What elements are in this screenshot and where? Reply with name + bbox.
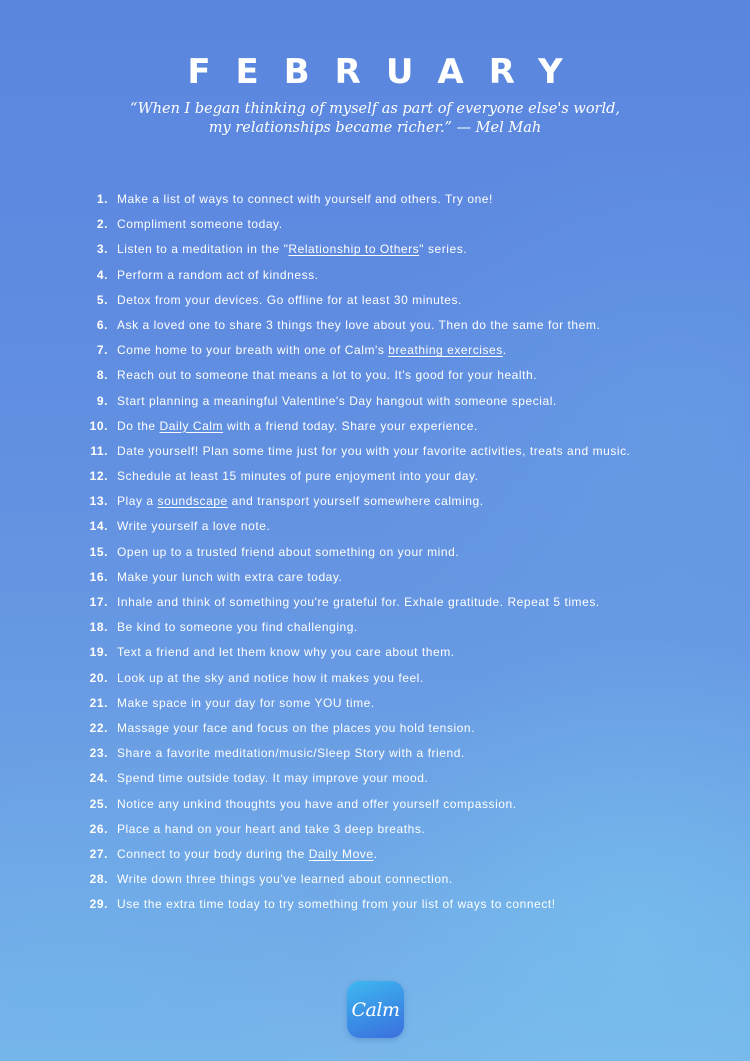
list-item [0,238,750,263]
list-item [0,415,750,440]
day-text: Start planning a meaningful Valentine's Day hangout with someone special. [117,393,557,408]
day-text: Place a hand on your heart and take 3 deep breaths. [117,821,426,836]
day-number: 11. [90,443,108,458]
day-text: Schedule at least 15 minutes of pure enjoyment into your day. [117,469,479,484]
list-item [0,893,750,918]
day-number: 2. [96,217,108,232]
day-text: Share a favorite meditation/music/Sleep Story with a friend. [117,746,465,761]
day-number: 3. [96,242,108,257]
list-item [0,692,750,717]
day-text: Compliment someone today. [117,217,283,232]
day-number: 8. [96,368,108,383]
day-link[interactable]: Daily Calm [159,418,224,433]
quote [0,100,750,138]
day-text: Write down three things you've learned about connection. [117,872,453,887]
day-text: Notice any unkind thoughts you have and offer yourself compassion. [117,796,517,811]
day-text-after: with a friend today. Share your experience. [223,418,478,433]
day-link[interactable]: breathing exercises [388,343,503,358]
list-item [0,818,750,843]
list-item [0,717,750,742]
day-number: 7. [96,343,108,358]
page-title: FEBRUARY [187,52,588,92]
day-text: Write yourself a love note. [117,519,271,534]
day-text: Reach out to someone that means a lot to you. It's good for your health. [117,368,538,383]
list-item [0,641,750,666]
day-text: Massage your face and focus on the places you hold tension. [117,720,475,735]
day-number: 4. [96,267,108,282]
day-number: 12. [89,469,108,484]
day-text [117,490,484,512]
day-text: Open up to a trusted friend about something on your mind. [117,544,460,559]
day-link[interactable]: Relationship to Others [288,242,420,257]
day-number: 27. [89,846,108,861]
list-item [0,339,750,364]
list-item [0,515,750,540]
list-item [0,667,750,692]
day-text-before: Listen to a meditation in the " [117,242,289,257]
list-item [0,566,750,591]
quote-line-1: “When I began thinking of myself as part of everyone else's world, [129,101,621,117]
list-item [0,364,750,389]
day-text-after: " series. [419,242,468,257]
daily-activities-list [0,188,750,918]
list-item [0,616,750,641]
day-text-before: Play a [117,494,158,509]
day-number: 14. [89,519,108,534]
day-text-before: Do the [117,418,160,433]
list-item [0,793,750,818]
day-number: 28. [89,872,108,887]
day-number: 24. [89,771,108,786]
day-text: Perform a random act of kindness. [117,267,319,282]
day-text: Date yourself! Plan some time just for you with your favorite activities, treats and music. [117,443,631,458]
day-text: Inhale and think of something you're grateful for. Exhale gratitude. Repeat 5 times. [117,595,600,609]
list-item [0,868,750,893]
day-text [117,415,478,437]
day-text: Use the extra time today to try something from your list of ways to connect! [117,897,556,912]
day-link[interactable]: soundscape [157,494,228,509]
calm-logo-wordmark: Calm [351,998,400,1021]
list-item [0,264,750,289]
day-text [117,339,507,361]
day-text: Be kind to someone you find challenging. [117,620,358,635]
day-text-before: Come home to your breath with one of Calm's [117,343,389,358]
day-text: Make your lunch with extra care today. [117,569,343,584]
day-text-after: . [502,343,507,358]
list-item [0,465,750,490]
list-item [0,440,750,465]
list-item [0,742,750,767]
day-number: 13. [89,494,108,509]
list-item [0,213,750,238]
list-item [0,289,750,314]
day-text: Make space in your day for some YOU time. [117,695,375,710]
day-number: 18. [89,620,108,635]
list-item [0,541,750,566]
day-number: 5. [96,292,108,307]
day-number: 15. [89,544,108,559]
day-number: 9. [96,393,108,408]
quote-line-2: my relationships became richer.” — Mel Mah [208,120,542,136]
list-item [0,490,750,515]
day-text [117,843,377,865]
list-item [0,767,750,792]
day-number: 29. [89,897,108,912]
day-number: 6. [96,317,108,332]
day-text: Detox from your devices. Go offline for at least 30 minutes. [117,292,462,307]
day-text: Spend time outside today. It may improve your mood. [117,771,429,786]
day-text: Ask a loved one to share 3 things they love about you. Then do the same for them. [117,317,601,332]
day-text-before: Connect to your body during the [117,846,309,861]
day-number: 23. [89,746,108,761]
day-number: 22. [89,720,108,735]
day-number: 21. [89,695,108,710]
day-number: 26. [89,821,108,836]
list-item [0,314,750,339]
day-link[interactable]: Daily Move [308,846,374,861]
day-text: Look up at the sky and notice how it makes you feel. [117,670,424,685]
list-item [0,188,750,213]
day-text-after: . [373,846,378,861]
list-item [0,591,750,616]
day-number: 19. [89,645,108,660]
day-number: 10. [89,418,108,433]
day-text: Text a friend and let them know why you care about them. [117,645,455,660]
day-number: 25. [89,796,108,811]
day-text-after: and transport yourself somewhere calming. [227,494,484,509]
list-item [0,843,750,868]
calm-logo [347,981,404,1038]
day-number: 17. [89,595,108,609]
day-number: 1. [96,192,108,206]
day-text [117,238,467,260]
day-text: Make a list of ways to connect with yourself and others. Try one! [117,192,493,206]
day-number: 16. [89,569,108,584]
list-item [0,390,750,415]
day-number: 20. [89,670,108,685]
